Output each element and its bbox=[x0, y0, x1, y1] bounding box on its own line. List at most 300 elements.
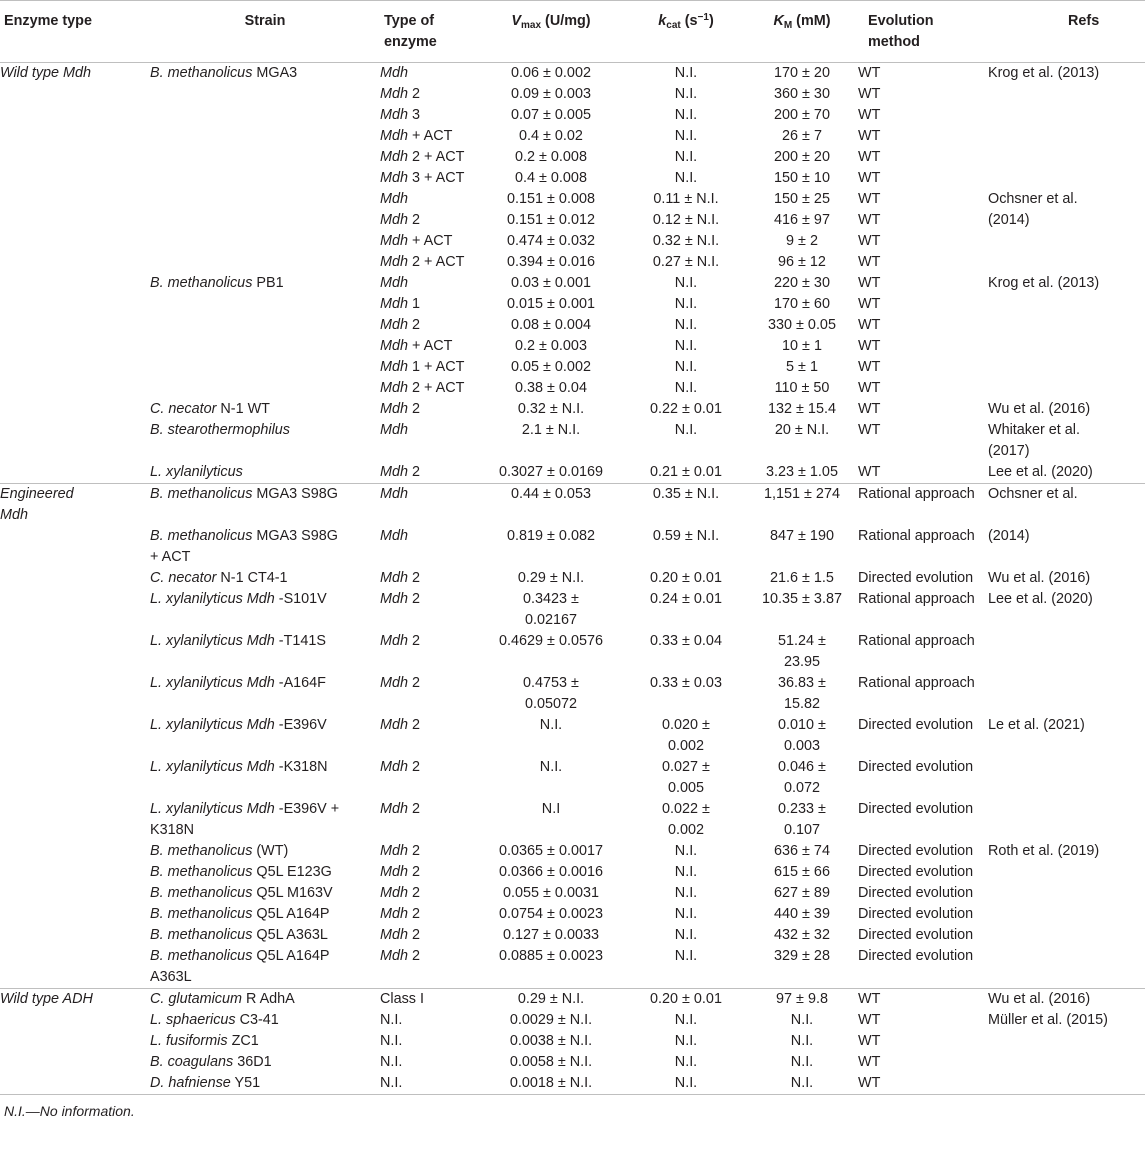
cell-evolution-method: WT bbox=[858, 401, 881, 417]
cell-type-of-enzyme: Mdh bbox=[380, 191, 408, 207]
cell-type-of-enzyme: Mdh 2 bbox=[380, 212, 421, 228]
cell-km: 96 ± 12 bbox=[778, 254, 826, 270]
cell-type-of-enzyme: Mdh 2 + ACT bbox=[380, 380, 465, 396]
cell-kcat: 0.027 ± 0.005 bbox=[662, 759, 710, 796]
cell-evolution-method: Rational approach bbox=[858, 675, 975, 691]
cell-kcat: N.I. bbox=[674, 885, 698, 901]
table-row bbox=[0, 1052, 1145, 1073]
cell-refs bbox=[988, 147, 1145, 168]
cell-km: 10 ± 1 bbox=[782, 338, 822, 354]
cell-vmax: 0.03 ± 0.001 bbox=[511, 275, 591, 291]
cell-enzyme-type bbox=[0, 84, 150, 105]
cell-refs: Krog et al. (2013) bbox=[988, 275, 1100, 291]
cell-vmax: 0.07 ± 0.005 bbox=[511, 107, 591, 123]
cell-strain: L. xylanilyticus Mdh -E396V + K318N bbox=[150, 801, 340, 838]
cell-strain: B. methanolicus (WT) bbox=[150, 843, 289, 859]
cell-strain bbox=[150, 168, 380, 189]
cell-type-of-enzyme: Mdh 2 bbox=[380, 801, 421, 817]
cell-evolution-method: WT bbox=[858, 989, 988, 1011]
cell-enzyme-type bbox=[0, 799, 150, 841]
cell-type-of-enzyme: N.I. bbox=[380, 1012, 403, 1028]
cell-km: 97 ± 9.8 bbox=[746, 989, 858, 1011]
cell-kcat: 0.59 ± N.I. bbox=[652, 528, 720, 544]
cell-enzyme-type bbox=[0, 399, 150, 420]
cell-vmax: 2.1 ± N.I. bbox=[521, 422, 581, 438]
cell-kcat: N.I. bbox=[674, 906, 698, 922]
cell-strain bbox=[150, 252, 380, 273]
cell-kcat: 0.22 ± 0.01 bbox=[650, 401, 722, 417]
cell-enzyme-type bbox=[0, 568, 150, 589]
cell-km: 110 ± 50 bbox=[774, 380, 830, 396]
table-row bbox=[0, 189, 1145, 210]
cell-vmax: 0.474 ± 0.032 bbox=[507, 233, 595, 249]
cell-km: N.I. bbox=[790, 1033, 814, 1049]
cell-kcat: N.I. bbox=[674, 843, 698, 859]
cell-enzyme-type bbox=[0, 231, 150, 252]
cell-evolution-method: Directed evolution bbox=[858, 864, 974, 880]
cell-km: N.I. bbox=[790, 1012, 814, 1028]
cell-km: 416 ± 97 bbox=[774, 212, 830, 228]
cell-refs bbox=[988, 925, 1145, 946]
table-row bbox=[0, 568, 1145, 589]
cell-refs bbox=[988, 231, 1145, 252]
table-row bbox=[0, 989, 1145, 1011]
cell-type-of-enzyme: Mdh 2 + ACT bbox=[380, 149, 465, 165]
cell-enzyme-type bbox=[0, 631, 150, 673]
cell-type-of-enzyme: Mdh 2 bbox=[380, 464, 421, 480]
cell-km: 627 ± 89 bbox=[774, 885, 830, 901]
cell-enzyme-type bbox=[0, 904, 150, 925]
cell-type-of-enzyme: Mdh + ACT bbox=[380, 128, 453, 144]
cell-refs bbox=[988, 862, 1145, 883]
cell-strain bbox=[150, 294, 380, 315]
cell-km: 220 ± 30 bbox=[774, 275, 830, 291]
table-row bbox=[0, 757, 1145, 799]
cell-enzyme-type bbox=[0, 673, 150, 715]
cell-km: 170 ± 20 bbox=[774, 65, 830, 81]
cell-strain: B. methanolicus Q5L A363L bbox=[150, 927, 328, 943]
cell-km: 360 ± 30 bbox=[774, 86, 830, 102]
cell-strain: B. stearothermophilus bbox=[150, 422, 290, 438]
cell-type-of-enzyme: N.I. bbox=[380, 1054, 403, 1070]
table-row bbox=[0, 841, 1145, 862]
cell-type-of-enzyme: Mdh bbox=[380, 484, 476, 527]
cell-vmax: 0.29 ± N.I. bbox=[476, 989, 626, 1011]
cell-kcat: 0.24 ± 0.01 bbox=[650, 591, 722, 607]
cell-strain: D. hafniense Y51 bbox=[150, 1073, 380, 1095]
cell-strain: L. xylanilyticus Mdh -T141S bbox=[150, 633, 326, 649]
cell-type-of-enzyme: N.I. bbox=[380, 1033, 403, 1049]
cell-strain bbox=[150, 126, 380, 147]
cell-strain: B. methanolicus Q5L A164P bbox=[150, 906, 330, 922]
cell-evolution-method: WT bbox=[858, 338, 881, 354]
cell-evolution-method: WT bbox=[858, 275, 881, 291]
table-row bbox=[0, 883, 1145, 904]
header-evolution-method: Evolution method bbox=[858, 1, 988, 63]
cell-vmax: 0.2 ± 0.003 bbox=[515, 338, 587, 354]
cell-refs bbox=[988, 904, 1145, 925]
cell-type-of-enzyme: Mdh 2 bbox=[380, 675, 421, 691]
cell-enzyme-type bbox=[0, 946, 150, 989]
cell-evolution-method: Rational approach bbox=[858, 591, 975, 607]
table-row bbox=[0, 799, 1145, 841]
table-row bbox=[0, 252, 1145, 273]
cell-type-of-enzyme: Mdh bbox=[380, 275, 408, 291]
cell-enzyme-type bbox=[0, 315, 150, 336]
cell-type-of-enzyme: Mdh bbox=[380, 528, 408, 544]
cell-vmax: 0.4 ± 0.02 bbox=[519, 128, 583, 144]
cell-vmax: 0.38 ± 0.04 bbox=[515, 380, 587, 396]
cell-strain bbox=[150, 84, 380, 105]
cell-type-of-enzyme: Mdh 2 bbox=[380, 927, 421, 943]
cell-enzyme-type bbox=[0, 378, 150, 399]
cell-refs: Lee et al. (2020) bbox=[988, 591, 1093, 607]
cell-evolution-method: WT bbox=[858, 86, 881, 102]
cell-vmax: 0.055 ± 0.0031 bbox=[503, 885, 599, 901]
cell-type-of-enzyme: N.I. bbox=[380, 1073, 476, 1095]
cell-vmax: 0.0366 ± 0.0016 bbox=[499, 864, 603, 880]
cell-refs bbox=[988, 336, 1145, 357]
cell-kcat: N.I. bbox=[674, 107, 698, 123]
cell-vmax: N.I. bbox=[539, 759, 563, 775]
table-row bbox=[0, 420, 1145, 462]
cell-km: 5 ± 1 bbox=[786, 359, 818, 375]
cell-refs: Krog et al. (2013) bbox=[988, 65, 1100, 81]
cell-evolution-method: WT bbox=[858, 128, 881, 144]
cell-enzyme-type bbox=[0, 883, 150, 904]
cell-vmax: 0.4629 ± 0.0576 bbox=[499, 633, 603, 649]
cell-km: 10.35 ± 3.87 bbox=[762, 591, 842, 607]
cell-vmax: N.I bbox=[541, 801, 561, 817]
cell-refs: Roth et al. (2019) bbox=[988, 843, 1100, 859]
cell-evolution-method: WT bbox=[858, 422, 881, 438]
cell-refs: Ochsner et al. bbox=[988, 484, 1145, 527]
cell-refs bbox=[988, 357, 1145, 378]
cell-km: 200 ± 70 bbox=[774, 107, 830, 123]
cell-kcat: 0.20 ± 0.01 bbox=[626, 989, 746, 1011]
table-row bbox=[0, 210, 1145, 231]
table-row bbox=[0, 904, 1145, 925]
cell-km: 21.6 ± 1.5 bbox=[770, 570, 834, 586]
cell-km: 170 ± 60 bbox=[774, 296, 830, 312]
header-vmax: $V_{max}$ (U/mg) bbox=[476, 1, 626, 63]
cell-evolution-method: WT bbox=[858, 464, 881, 480]
table-row bbox=[0, 294, 1145, 315]
cell-strain bbox=[150, 210, 380, 231]
cell-km: 615 ± 66 bbox=[774, 864, 830, 880]
cell-evolution-method: Directed evolution bbox=[858, 759, 974, 775]
cell-evolution-method: WT bbox=[858, 1073, 988, 1095]
cell-evolution-method: Directed evolution bbox=[858, 885, 974, 901]
header-refs: Refs bbox=[988, 1, 1145, 63]
cell-enzyme-type bbox=[0, 420, 150, 462]
cell-evolution-method: WT bbox=[858, 380, 881, 396]
cell-enzyme-type bbox=[0, 1010, 150, 1031]
cell-kcat: 0.20 ± 0.01 bbox=[650, 570, 722, 586]
cell-enzyme-type bbox=[0, 862, 150, 883]
table-row bbox=[0, 357, 1145, 378]
cell-evolution-method: WT bbox=[858, 191, 881, 207]
cell-evolution-method: WT bbox=[858, 170, 881, 186]
cell-strain: L. xylanilyticus Mdh -A164F bbox=[150, 675, 326, 691]
cell-type-of-enzyme: Mdh 2 bbox=[380, 759, 421, 775]
cell-kcat: N.I. bbox=[674, 65, 698, 81]
cell-evolution-method: WT bbox=[858, 149, 881, 165]
table-row bbox=[0, 484, 1145, 527]
cell-km: 636 ± 74 bbox=[774, 843, 830, 859]
cell-refs bbox=[988, 126, 1145, 147]
cell-vmax: 0.151 ± 0.012 bbox=[507, 212, 595, 228]
cell-kcat: N.I. bbox=[674, 948, 698, 964]
cell-strain bbox=[150, 189, 380, 210]
table-row bbox=[0, 105, 1145, 126]
cell-strain bbox=[150, 105, 380, 126]
cell-evolution-method: WT bbox=[858, 254, 881, 270]
cell-strain bbox=[150, 147, 380, 168]
cell-refs: (2014) bbox=[988, 212, 1030, 228]
cell-enzyme-type bbox=[0, 273, 150, 294]
cell-strain: L. sphaericus C3-41 bbox=[150, 1012, 279, 1028]
cell-enzyme-type bbox=[0, 526, 150, 568]
cell-evolution-method: Directed evolution bbox=[858, 843, 974, 859]
cell-strain: C. necator N-1 WT bbox=[150, 401, 270, 417]
cell-kcat: N.I. bbox=[626, 1073, 746, 1095]
cell-vmax: 0.4753 ± 0.05072 bbox=[523, 675, 579, 712]
cell-kcat: 0.11 ± N.I. bbox=[653, 191, 719, 207]
cell-vmax: 0.09 ± 0.003 bbox=[511, 86, 591, 102]
cell-type-of-enzyme: Mdh 2 bbox=[380, 885, 421, 901]
cell-kcat: N.I. bbox=[674, 359, 698, 375]
table-row bbox=[0, 715, 1145, 757]
cell-kcat: N.I. bbox=[674, 86, 698, 102]
cell-evolution-method: WT bbox=[858, 359, 881, 375]
cell-refs bbox=[988, 252, 1145, 273]
cell-strain: L. xylanilyticus Mdh -K318N bbox=[150, 759, 328, 775]
cell-km: 1,151 ± 274 bbox=[746, 484, 858, 527]
cell-enzyme-type bbox=[0, 1073, 150, 1095]
cell-type-of-enzyme: Mdh bbox=[380, 65, 408, 81]
cell-kcat: N.I. bbox=[674, 927, 698, 943]
cell-vmax: 0.4 ± 0.008 bbox=[515, 170, 587, 186]
cell-enzyme-type: Engineered Mdh bbox=[0, 484, 150, 527]
cell-kcat: 0.27 ± N.I. bbox=[652, 254, 720, 270]
cell-enzyme-type bbox=[0, 336, 150, 357]
cell-km: 329 ± 28 bbox=[774, 948, 830, 964]
cell-kcat: 0.35 ± N.I. bbox=[626, 484, 746, 527]
cell-vmax: 0.44 ± 0.053 bbox=[476, 484, 626, 527]
cell-vmax: 0.0018 ± N.I. bbox=[476, 1073, 626, 1095]
cell-enzyme-type bbox=[0, 589, 150, 631]
cell-refs bbox=[988, 946, 1145, 989]
cell-enzyme-type bbox=[0, 294, 150, 315]
cell-enzyme-type bbox=[0, 1031, 150, 1052]
header-enzyme-type: Enzyme type bbox=[0, 1, 150, 63]
cell-evolution-method: WT bbox=[858, 296, 881, 312]
cell-kcat: N.I. bbox=[674, 170, 698, 186]
cell-type-of-enzyme: Mdh 2 bbox=[380, 633, 421, 649]
cell-refs bbox=[988, 883, 1145, 904]
cell-type-of-enzyme: Mdh 2 bbox=[380, 86, 421, 102]
cell-enzyme-type bbox=[0, 925, 150, 946]
cell-refs: Müller et al. (2015) bbox=[988, 1012, 1108, 1028]
cell-refs bbox=[988, 105, 1145, 126]
cell-type-of-enzyme: Mdh 2 bbox=[380, 864, 421, 880]
cell-enzyme-type bbox=[0, 168, 150, 189]
cell-evolution-method: WT bbox=[858, 107, 881, 123]
table-row bbox=[0, 63, 1145, 85]
cell-enzyme-type bbox=[0, 126, 150, 147]
cell-evolution-method: WT bbox=[858, 212, 881, 228]
cell-refs bbox=[988, 168, 1145, 189]
cell-kcat: N.I. bbox=[674, 296, 698, 312]
cell-evolution-method: Rational approach bbox=[858, 484, 988, 527]
cell-evolution-method: WT bbox=[858, 233, 881, 249]
header-strain: Strain bbox=[150, 1, 380, 63]
cell-kcat: N.I. bbox=[674, 1033, 698, 1049]
header-kcat: $k_{cat}$ $(s^{-1})$ bbox=[626, 1, 746, 63]
cell-km: 330 ± 0.05 bbox=[768, 317, 836, 333]
cell-vmax: 0.0365 ± 0.0017 bbox=[499, 843, 603, 859]
cell-enzyme-type bbox=[0, 715, 150, 757]
cell-strain bbox=[150, 378, 380, 399]
cell-km: 432 ± 32 bbox=[774, 927, 830, 943]
cell-strain: B. methanolicus Q5L E123G bbox=[150, 864, 332, 880]
cell-refs: (2014) bbox=[988, 528, 1030, 544]
cell-km: 440 ± 39 bbox=[774, 906, 830, 922]
cell-km: 36.83 ± 15.82 bbox=[778, 675, 826, 712]
cell-type-of-enzyme: Mdh 1 bbox=[380, 296, 421, 312]
cell-kcat: N.I. bbox=[674, 128, 698, 144]
cell-vmax: 0.0029 ± N.I. bbox=[509, 1012, 593, 1028]
cell-enzyme-type bbox=[0, 252, 150, 273]
cell-strain: B. coagulans 36D1 bbox=[150, 1054, 272, 1070]
cell-type-of-enzyme: Mdh 1 + ACT bbox=[380, 359, 465, 375]
cell-refs bbox=[988, 1031, 1145, 1052]
cell-enzyme-type bbox=[0, 105, 150, 126]
cell-vmax: 0.29 ± N.I. bbox=[517, 570, 585, 586]
cell-refs: Wu et al. (2016) bbox=[988, 401, 1091, 417]
cell-refs bbox=[988, 1052, 1145, 1073]
cell-km: 0.010 ± 0.003 bbox=[778, 717, 826, 754]
cell-km: 132 ± 15.4 bbox=[768, 401, 836, 417]
cell-enzyme-type bbox=[0, 1052, 150, 1073]
cell-strain: B. methanolicus MGA3 S98G + ACT bbox=[150, 528, 338, 565]
cell-vmax: 0.32 ± N.I. bbox=[517, 401, 585, 417]
footnote: N.I.—No information. bbox=[4, 1103, 135, 1119]
cell-enzyme-type: Wild type Mdh bbox=[0, 65, 92, 81]
cell-km: 3.23 ± 1.05 bbox=[766, 464, 838, 480]
cell-refs bbox=[988, 757, 1145, 799]
cell-kcat: N.I. bbox=[674, 338, 698, 354]
cell-type-of-enzyme: Mdh 2 bbox=[380, 570, 421, 586]
cell-kcat: 0.12 ± N.I. bbox=[652, 212, 720, 228]
cell-enzyme-type bbox=[0, 841, 150, 862]
cell-kcat: 0.32 ± N.I. bbox=[652, 233, 720, 249]
cell-type-of-enzyme: Mdh 2 bbox=[380, 906, 421, 922]
table-row bbox=[0, 1031, 1145, 1052]
table-row bbox=[0, 462, 1145, 484]
cell-type-of-enzyme: Mdh + ACT bbox=[380, 338, 453, 354]
cell-type-of-enzyme: Mdh 2 bbox=[380, 591, 421, 607]
cell-evolution-method: Directed evolution bbox=[858, 948, 974, 964]
cell-strain: B. methanolicus PB1 bbox=[150, 275, 284, 291]
table-row bbox=[0, 231, 1145, 252]
table-row bbox=[0, 126, 1145, 147]
cell-vmax: 0.0038 ± N.I. bbox=[509, 1033, 593, 1049]
cell-refs bbox=[988, 799, 1145, 841]
cell-enzyme-type bbox=[0, 147, 150, 168]
cell-type-of-enzyme: Mdh 3 + ACT bbox=[380, 170, 465, 186]
cell-km: 0.233 ± 0.107 bbox=[778, 801, 826, 838]
cell-refs: Whitaker et al. (2017) bbox=[988, 422, 1080, 459]
header-km: $K_M$ (mM) bbox=[746, 1, 858, 63]
cell-vmax: 0.015 ± 0.001 bbox=[507, 296, 595, 312]
cell-strain: B. methanolicus Q5L A164P A363L bbox=[150, 948, 330, 985]
cell-km: 150 ± 10 bbox=[774, 170, 830, 186]
table-row bbox=[0, 147, 1145, 168]
cell-evolution-method: WT bbox=[858, 317, 881, 333]
cell-refs bbox=[988, 631, 1145, 673]
cell-km: 200 ± 20 bbox=[774, 149, 830, 165]
cell-evolution-method: Directed evolution bbox=[858, 906, 974, 922]
table-row bbox=[0, 315, 1145, 336]
cell-kcat: N.I. bbox=[674, 864, 698, 880]
cell-kcat: N.I. bbox=[674, 275, 698, 291]
cell-vmax: 0.151 ± 0.008 bbox=[507, 191, 595, 207]
cell-evolution-method: Directed evolution bbox=[858, 570, 974, 586]
cell-strain: L. xylanilyticus Mdh -S101V bbox=[150, 591, 327, 607]
cell-kcat: N.I. bbox=[674, 380, 698, 396]
cell-refs bbox=[988, 378, 1145, 399]
cell-vmax: 0.819 ± 0.082 bbox=[507, 528, 595, 544]
cell-type-of-enzyme: Mdh 2 bbox=[380, 843, 421, 859]
cell-enzyme-type bbox=[0, 210, 150, 231]
cell-type-of-enzyme: Mdh bbox=[380, 422, 408, 438]
cell-type-of-enzyme: Mdh 2 bbox=[380, 717, 421, 733]
cell-evolution-method: WT bbox=[858, 1012, 881, 1028]
cell-refs: Wu et al. (2016) bbox=[988, 570, 1091, 586]
table-row bbox=[0, 378, 1145, 399]
cell-vmax: N.I. bbox=[539, 717, 563, 733]
cell-km: 20 ± N.I. bbox=[774, 422, 830, 438]
cell-vmax: 0.0885 ± 0.0023 bbox=[499, 948, 603, 964]
cell-enzyme-type bbox=[0, 357, 150, 378]
cell-strain bbox=[150, 231, 380, 252]
cell-vmax: 0.394 ± 0.016 bbox=[507, 254, 595, 270]
cell-type-of-enzyme: Mdh 3 bbox=[380, 107, 421, 123]
cell-kcat: 0.022 ± 0.002 bbox=[662, 801, 710, 838]
table-body bbox=[0, 63, 1145, 1095]
cell-strain: B. methanolicus MGA3 S98G bbox=[150, 484, 380, 527]
cell-strain bbox=[150, 357, 380, 378]
cell-strain: B. methanolicus Q5L M163V bbox=[150, 885, 333, 901]
cell-enzyme-type: Wild type ADH bbox=[0, 989, 150, 1011]
cell-enzyme-type bbox=[0, 189, 150, 210]
cell-type-of-enzyme: Class I bbox=[380, 989, 476, 1011]
table-row bbox=[0, 673, 1145, 715]
cell-evolution-method: Rational approach bbox=[858, 528, 975, 544]
cell-enzyme-type bbox=[0, 462, 150, 484]
table-row bbox=[0, 946, 1145, 989]
cell-vmax: 0.3027 ± 0.0169 bbox=[499, 464, 603, 480]
cell-vmax: 0.2 ± 0.008 bbox=[515, 149, 587, 165]
cell-refs bbox=[988, 673, 1145, 715]
cell-strain: L. xylanilyticus Mdh -E396V bbox=[150, 717, 327, 733]
table-row bbox=[0, 925, 1145, 946]
cell-km: N.I. bbox=[746, 1073, 858, 1095]
cell-refs: Ochsner et al. bbox=[988, 191, 1078, 207]
cell-kcat: N.I. bbox=[674, 422, 698, 438]
